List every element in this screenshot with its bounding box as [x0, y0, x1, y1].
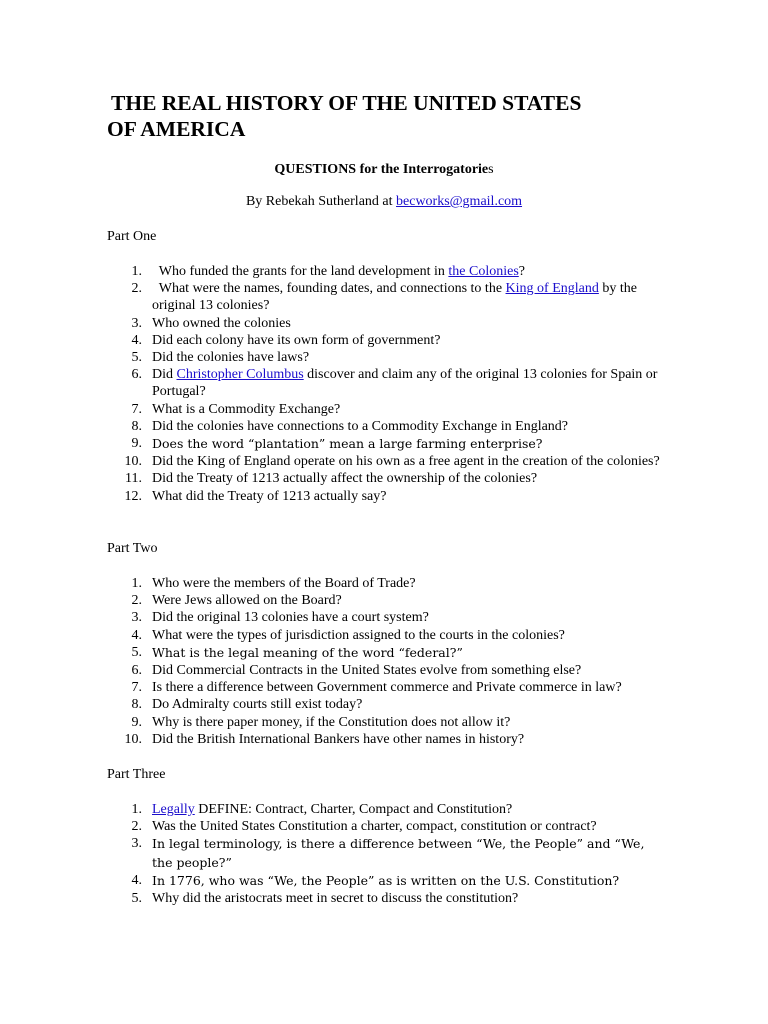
part-two-heading: Part Two	[107, 541, 158, 556]
subtitle-main: QUESTIONS for the Interrogatorie	[274, 162, 489, 177]
item-text: What were the names, founding dates, and connections to the	[158, 281, 506, 297]
item-number: 6.	[131, 663, 142, 679]
list-item	[107, 609, 667, 626]
item-number: 6.	[131, 367, 142, 383]
item-text: What is the legal meaning of the word “federal?”	[152, 644, 463, 660]
list-item	[107, 872, 667, 890]
item-text: Who funded the grants for the land development in	[158, 264, 449, 279]
list-item	[107, 332, 667, 349]
item-text: Did the original 13 colonies have a court system?	[152, 610, 429, 626]
item-number: 11.	[125, 471, 142, 487]
list-item	[107, 488, 667, 505]
item-number: 7.	[131, 401, 142, 417]
item-text: Were Jews allowed on the Board?	[152, 593, 342, 609]
list-item	[107, 696, 667, 713]
item-number: 4.	[131, 872, 142, 888]
christopher-columbus-link[interactable]: Christopher Columbus	[176, 367, 304, 383]
item-number: 9.	[131, 436, 142, 452]
list-item	[107, 835, 667, 871]
item-number: 7.	[131, 680, 142, 696]
list-item	[107, 731, 667, 748]
item-text: In 1776, who was “We, the People” as is written on the U.S. Constitution?	[152, 872, 620, 888]
item-number: 3.	[131, 315, 142, 331]
item-text: In legal terminology, is there a difference between “We, the People” and “We, the people?”	[152, 836, 645, 870]
item-text: Why did the aristocrats meet in secret to discuss the constitution?	[152, 891, 519, 907]
item-number: 5.	[131, 891, 142, 907]
item-number: 12.	[124, 488, 142, 504]
item-text-tail: by the original 13 colonies?	[152, 281, 637, 314]
item-number: 5.	[131, 350, 142, 366]
list-item	[107, 662, 667, 679]
document-title	[107, 90, 667, 142]
author-email-link[interactable]: becworks@gmail.com	[396, 194, 523, 209]
list-item	[107, 349, 667, 366]
item-text: Did the Treaty of 1213 actually affect the ownership of the colonies?	[152, 471, 538, 487]
item-number: 8.	[131, 418, 142, 434]
list-item	[107, 366, 667, 400]
list-item	[107, 644, 667, 662]
item-text: Did the colonies have laws?	[152, 350, 310, 366]
byline	[0, 194, 768, 210]
list-item	[107, 679, 667, 696]
list-item	[107, 263, 667, 280]
item-number: 1.	[131, 802, 142, 817]
part-three-list	[107, 801, 667, 907]
item-text: Do Admiralty courts still exist today?	[152, 697, 363, 713]
list-item	[107, 714, 667, 731]
item-text-tail: ?	[518, 264, 525, 279]
list-item	[107, 453, 667, 470]
item-text: Does the word “plantation” mean a large farming enterprise?	[152, 436, 543, 452]
item-number: 4.	[131, 332, 142, 348]
list-item	[107, 575, 667, 592]
list-item	[107, 401, 667, 418]
subtitle-tail: s	[488, 162, 494, 177]
king-of-england-link[interactable]: King of England	[505, 281, 599, 297]
item-text: Who owned the colonies	[152, 315, 291, 331]
list-item	[107, 890, 667, 907]
list-item	[107, 418, 667, 435]
item-number: 3.	[131, 610, 142, 626]
item-number: 10.	[124, 731, 142, 747]
item-number: 9.	[131, 714, 142, 730]
item-number: 2.	[131, 593, 142, 609]
item-text: Did the King of England operate on his own as a free agent in the creation of the colonies?	[152, 454, 660, 470]
item-number: 3.	[131, 836, 142, 852]
item-number: 2.	[131, 819, 142, 835]
item-number: 8.	[131, 697, 142, 713]
item-number: 1.	[131, 264, 142, 279]
list-item	[107, 592, 667, 609]
item-text-tail: DEFINE: Contract, Charter, Compact and Constitution?	[194, 802, 513, 817]
item-number: 4.	[131, 627, 142, 643]
item-text: Did Commercial Contracts in the United States evolve from something else?	[152, 663, 582, 679]
list-item	[107, 470, 667, 487]
item-number: 2.	[131, 281, 142, 297]
item-text: What did the Treaty of 1213 actually say?	[152, 488, 387, 504]
item-text: Did the colonies have connections to a Commodity Exchange in England?	[152, 418, 569, 434]
list-item	[107, 280, 667, 314]
item-text: Was the United States Constitution a charter, compact, constitution or contract?	[152, 819, 597, 835]
byline-prefix: By Rebekah Sutherland at	[245, 194, 397, 209]
item-text: Is there a difference between Government commerce and Private commerce in law?	[152, 680, 622, 696]
document-subtitle	[0, 162, 768, 178]
item-text: Did	[152, 367, 177, 383]
list-item	[107, 315, 667, 332]
list-item	[107, 435, 667, 453]
legally-link[interactable]: Legally	[152, 802, 195, 817]
list-item	[107, 801, 667, 818]
item-text: Did each colony have its own form of government?	[152, 332, 441, 348]
item-text: What were the types of jurisdiction assigned to the courts in the colonies?	[152, 627, 565, 643]
list-item	[107, 818, 667, 835]
part-one-heading: Part One	[107, 229, 157, 244]
item-number: 1.	[131, 576, 142, 591]
item-text-tail: discover and claim any of the original 13 colonies for Spain or Portugal?	[152, 367, 658, 400]
part-two-list	[107, 575, 667, 748]
item-number: 10.	[124, 454, 142, 470]
item-text: What is a Commodity Exchange?	[152, 401, 341, 417]
item-text: Did the British International Bankers have other names in history?	[152, 731, 525, 747]
part-one-list	[107, 263, 667, 505]
list-item	[107, 627, 667, 644]
part-three-heading: Part Three	[107, 767, 166, 782]
item-number: 5.	[131, 644, 142, 660]
title-line-2: OF AMERICA	[107, 117, 246, 141]
title-line-1: THE REAL HISTORY OF THE UNITED STATES	[111, 91, 582, 115]
the-colonies-link[interactable]: the Colonies	[448, 264, 519, 279]
item-text: Why is there paper money, if the Constitution does not allow it?	[152, 714, 511, 730]
item-text: Who were the members of the Board of Trade?	[152, 576, 416, 591]
